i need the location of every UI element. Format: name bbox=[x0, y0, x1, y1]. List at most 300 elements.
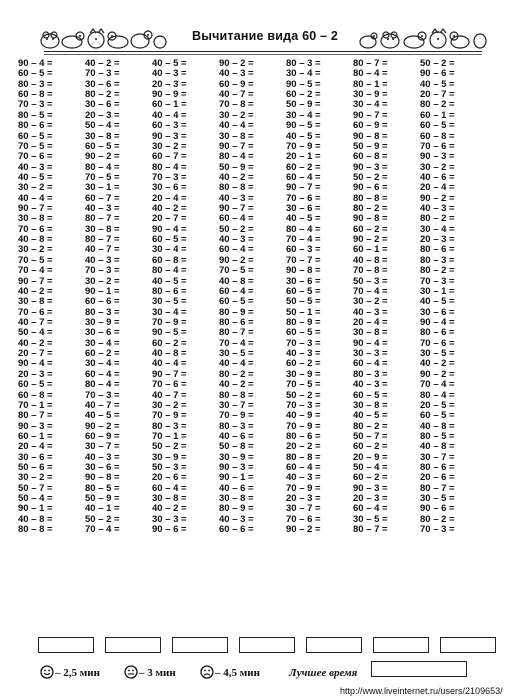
exercise-item: 60 – 8 = bbox=[152, 254, 187, 266]
exercise-item: 90 – 4 = bbox=[353, 337, 388, 349]
exercise-item: 70 – 6 = bbox=[18, 306, 53, 318]
exercise-item: 80 – 4 = bbox=[286, 223, 321, 235]
exercise-item: 70 – 6 = bbox=[18, 151, 53, 163]
exercise-item: 60 – 1 = bbox=[152, 99, 187, 111]
exercise-item: 50 – 1 = bbox=[286, 306, 321, 318]
exercise-item: 60 – 5 = bbox=[420, 410, 455, 422]
exercise-item: 30 – 6 = bbox=[85, 99, 120, 111]
exercise-item: 40 – 5 = bbox=[18, 171, 53, 183]
exercise-item: 90 – 2 = bbox=[85, 151, 120, 163]
smiling-face-icon bbox=[40, 665, 54, 679]
exercise-item: 60 – 5 = bbox=[85, 140, 120, 152]
exercise-item: 90 – 7 = bbox=[18, 275, 53, 287]
exercise-item: 30 – 2 = bbox=[18, 182, 53, 194]
animals-border-icon bbox=[38, 27, 168, 51]
exercise-item: 80 – 7 = bbox=[353, 524, 388, 536]
exercise-item: 40 – 6 = bbox=[219, 482, 254, 494]
exercise-item: 90 – 8 = bbox=[85, 472, 120, 484]
exercise-item: 80 – 7 = bbox=[85, 234, 120, 246]
exercise-item: 40 – 3 = bbox=[219, 234, 254, 246]
exercise-item: 30 – 2 = bbox=[353, 296, 388, 308]
exercise-item: 60 – 2 = bbox=[353, 472, 388, 484]
exercise-item: 80 – 7 = bbox=[353, 58, 388, 69]
exercise-item: 90 – 7 = bbox=[286, 182, 321, 194]
exercise-item: 80 – 9 = bbox=[286, 316, 321, 328]
exercise-column bbox=[219, 59, 286, 634]
exercise-item: 40 – 5 = bbox=[286, 213, 321, 225]
exercise-item: 80 – 6 = bbox=[420, 244, 455, 256]
exercise-item: 30 – 9 = bbox=[353, 89, 388, 101]
exercise-item: 40 – 1 = bbox=[85, 503, 120, 515]
exercise-item: 60 – 5 = bbox=[219, 296, 254, 308]
exercise-item: 30 – 4 = bbox=[420, 223, 455, 235]
exercise-item: 60 – 6 = bbox=[219, 524, 254, 536]
exercise-item: 80 – 1 = bbox=[353, 78, 388, 90]
exercise-item: 80 – 4 = bbox=[353, 68, 388, 80]
exercise-item: 80 – 4 = bbox=[85, 161, 120, 173]
exercise-item: 50 – 9 = bbox=[286, 99, 321, 111]
exercise-item: 80 – 6 = bbox=[152, 285, 187, 297]
exercise-item: 30 – 1 = bbox=[420, 285, 455, 297]
exercise-item: 40 – 7 = bbox=[85, 399, 120, 411]
exercise-item: 90 – 6 = bbox=[152, 524, 187, 536]
exercise-item: 30 – 9 = bbox=[286, 368, 321, 380]
animals-border-icon bbox=[358, 27, 488, 51]
exercise-item: 40 – 4 = bbox=[219, 120, 254, 132]
exercise-item: 60 – 9 = bbox=[219, 78, 254, 90]
exercise-item: 70 – 6 = bbox=[286, 192, 321, 204]
exercise-item: 20 – 9 = bbox=[353, 451, 388, 463]
exercise-item: 50 – 5 = bbox=[286, 296, 321, 308]
exercise-item: 40 – 5 = bbox=[152, 275, 187, 287]
exercise-item: 70 – 4 = bbox=[353, 285, 388, 297]
watermark-url: http://www.liveinternet.ru/users/2109653/ bbox=[340, 686, 503, 696]
exercise-item: 70 – 6 = bbox=[420, 337, 455, 349]
exercise-item: 40 – 3 = bbox=[85, 451, 120, 463]
exercise-item: 40 – 8 = bbox=[353, 254, 388, 266]
exercise-item: 30 – 5 = bbox=[219, 348, 254, 360]
exercise-item: 80 – 6 = bbox=[420, 327, 455, 339]
exercise-item: 70 – 3 = bbox=[85, 68, 120, 80]
exercise-item: 80 – 4 = bbox=[219, 151, 254, 163]
exercise-item: 30 – 4 = bbox=[286, 68, 321, 80]
exercise-item: 20 – 4 = bbox=[420, 182, 455, 194]
exercise-item: 30 – 8 = bbox=[353, 399, 388, 411]
answer-box-2[interactable] bbox=[105, 637, 161, 653]
exercise-item: 30 – 6 = bbox=[85, 327, 120, 339]
exercise-item: 80 – 8 = bbox=[353, 192, 388, 204]
exercise-item: 70 – 4 = bbox=[420, 379, 455, 391]
exercise-item: 70 – 4 = bbox=[85, 524, 120, 536]
exercise-item: 90 – 6 = bbox=[353, 182, 388, 194]
exercise-item: 70 – 3 = bbox=[286, 399, 321, 411]
exercise-item: 60 – 8 = bbox=[353, 151, 388, 163]
exercise-item: 70 – 4 = bbox=[18, 265, 53, 277]
exercise-item: 20 – 7 = bbox=[18, 348, 53, 360]
exercise-column bbox=[353, 59, 420, 634]
exercise-item: 50 – 2 = bbox=[219, 223, 254, 235]
exercise-item: 60 – 8 = bbox=[420, 130, 455, 142]
exercise-item: 20 – 3 = bbox=[85, 109, 120, 121]
exercise-item: 70 – 9 = bbox=[152, 410, 187, 422]
exercise-item: 90 – 3 = bbox=[219, 462, 254, 474]
exercise-item: 70 – 5 = bbox=[18, 254, 53, 266]
exercise-item: 20 – 2 = bbox=[286, 441, 321, 453]
exercise-item: 30 – 7 = bbox=[219, 399, 254, 411]
exercise-item: 40 – 4 = bbox=[219, 358, 254, 370]
exercise-item: 80 – 2 = bbox=[219, 368, 254, 380]
exercise-item: 40 – 4 = bbox=[152, 109, 187, 121]
exercise-item: 40 – 4 = bbox=[18, 192, 53, 204]
exercise-item: 70 – 5 = bbox=[219, 265, 254, 277]
exercise-item: 30 – 1 = bbox=[85, 182, 120, 194]
exercise-item: 50 – 8 = bbox=[219, 441, 254, 453]
exercise-item: 40 – 6 = bbox=[420, 171, 455, 183]
exercise-item: 40 – 8 = bbox=[18, 513, 53, 525]
exercise-item: 60 – 7 = bbox=[152, 151, 187, 163]
exercise-item: 50 – 3 = bbox=[152, 462, 187, 474]
exercise-item: 70 – 6 = bbox=[18, 223, 53, 235]
exercise-item: 30 – 8 = bbox=[353, 327, 388, 339]
exercise-item: 80 – 3 = bbox=[353, 368, 388, 380]
exercise-item: 30 – 6 = bbox=[286, 275, 321, 287]
best-time-label: Лучшее время bbox=[289, 667, 358, 679]
exercise-item: 30 – 6 = bbox=[152, 182, 187, 194]
exercise-item: 90 – 1 = bbox=[85, 285, 120, 297]
exercise-item: 30 – 6 = bbox=[85, 462, 120, 474]
exercise-item: 40 – 8 = bbox=[420, 441, 455, 453]
exercise-item: 40 – 2 = bbox=[420, 358, 455, 370]
exercise-item: 20 – 3 = bbox=[286, 493, 321, 505]
exercise-item: 80 – 4 = bbox=[85, 379, 120, 391]
answer-box-6[interactable] bbox=[373, 637, 429, 653]
exercise-item: 80 – 2 = bbox=[85, 89, 120, 101]
exercise-item: 80 – 3 = bbox=[420, 254, 455, 266]
exercise-item: 50 – 2 = bbox=[286, 389, 321, 401]
exercise-item: 30 – 8 = bbox=[85, 130, 120, 142]
exercise-item: 50 – 2 = bbox=[152, 441, 187, 453]
exercise-item: 60 – 5 = bbox=[18, 379, 53, 391]
exercise-item: 40 – 3 = bbox=[85, 203, 120, 215]
exercise-item: 90 – 2 = bbox=[219, 58, 254, 69]
exercise-item: 60 – 4 = bbox=[353, 358, 388, 370]
exercise-item: 90 – 2 = bbox=[219, 254, 254, 266]
exercise-item: 40 – 2 = bbox=[219, 171, 254, 183]
exercise-item: 90 – 1 = bbox=[18, 503, 53, 515]
exercise-item: 30 – 4 = bbox=[286, 109, 321, 121]
exercise-item: 50 – 3 = bbox=[353, 275, 388, 287]
exercise-item: 50 – 9 = bbox=[353, 140, 388, 152]
exercise-item: 60 – 5 = bbox=[353, 389, 388, 401]
exercise-item: 80 – 5 = bbox=[18, 109, 53, 121]
exercise-item: 60 – 5 = bbox=[18, 130, 53, 142]
exercise-item: 30 – 4 = bbox=[152, 306, 187, 318]
exercise-item: 30 – 8 = bbox=[85, 223, 120, 235]
exercise-item: 90 – 8 = bbox=[353, 213, 388, 225]
exercise-item: 50 – 7 = bbox=[18, 482, 53, 494]
exercise-item: 30 – 7 = bbox=[286, 503, 321, 515]
exercise-item: 20 – 3 = bbox=[420, 234, 455, 246]
exercise-item: 60 – 2 = bbox=[85, 348, 120, 360]
exercise-item: 30 – 6 = bbox=[18, 451, 53, 463]
exercise-item: 40 – 2 = bbox=[18, 337, 53, 349]
exercise-item: 60 – 4 = bbox=[353, 503, 388, 515]
exercise-item: 50 – 4 = bbox=[18, 493, 53, 505]
answer-boxes bbox=[38, 637, 478, 653]
exercise-item: 80 – 5 = bbox=[85, 482, 120, 494]
exercise-item: 30 – 6 = bbox=[286, 203, 321, 215]
neutral-face-icon bbox=[124, 665, 138, 679]
exercise-item: 60 – 8 = bbox=[18, 389, 53, 401]
exercise-item: 60 – 3 = bbox=[152, 120, 187, 132]
exercise-item: 40 – 7 = bbox=[219, 89, 254, 101]
exercise-item: 40 – 5 = bbox=[286, 130, 321, 142]
exercise-item: 60 – 7 = bbox=[85, 192, 120, 204]
exercise-item: 80 – 7 = bbox=[420, 482, 455, 494]
exercise-item: 80 – 4 = bbox=[420, 389, 455, 401]
exercise-item: 40 – 3 = bbox=[219, 513, 254, 525]
exercise-item: 30 – 8 = bbox=[152, 493, 187, 505]
exercise-item: 60 – 1 = bbox=[420, 109, 455, 121]
exercise-item: 40 – 3 = bbox=[85, 254, 120, 266]
exercise-item: 90 – 6 = bbox=[420, 503, 455, 515]
answer-box-7[interactable] bbox=[440, 637, 496, 653]
exercise-item: 40 – 8 = bbox=[420, 420, 455, 432]
exercise-item: 80 – 2 = bbox=[420, 99, 455, 111]
exercise-item: 20 – 5 = bbox=[420, 399, 455, 411]
exercise-item: 90 – 7 = bbox=[219, 140, 254, 152]
exercise-item: 80 – 4 = bbox=[152, 265, 187, 277]
exercise-item: 70 – 3 = bbox=[18, 99, 53, 111]
exercise-item: 50 – 6 = bbox=[18, 462, 53, 474]
exercise-item: 60 – 5 = bbox=[420, 120, 455, 132]
exercise-item: 60 – 5 = bbox=[286, 327, 321, 339]
exercise-item: 60 – 5 = bbox=[152, 234, 187, 246]
exercise-item: 60 – 4 = bbox=[219, 285, 254, 297]
exercise-item: 80 – 6 = bbox=[286, 430, 321, 442]
exercise-item: 90 – 2 = bbox=[85, 420, 120, 432]
header-rule bbox=[44, 51, 482, 52]
exercise-item: 70 – 8 = bbox=[353, 265, 388, 277]
exercise-item: 80 – 3 = bbox=[18, 78, 53, 90]
exercise-item: 40 – 6 = bbox=[219, 430, 254, 442]
exercise-item: 40 – 9 = bbox=[286, 410, 321, 422]
exercise-item: 30 – 4 = bbox=[152, 244, 187, 256]
exercise-item: 30 – 4 = bbox=[353, 99, 388, 111]
exercise-item: 40 – 3 = bbox=[286, 472, 321, 484]
exercise-item: 40 – 3 = bbox=[152, 68, 187, 80]
exercise-item: 40 – 3 = bbox=[219, 68, 254, 80]
exercise-item: 70 – 9 = bbox=[286, 482, 321, 494]
exercise-item: 90 – 3 = bbox=[152, 130, 187, 142]
exercise-item: 70 – 5 = bbox=[85, 171, 120, 183]
exercise-item: 90 – 7 = bbox=[18, 203, 53, 215]
exercise-item: 70 – 9 = bbox=[152, 316, 187, 328]
exercise-item: 30 – 7 = bbox=[420, 451, 455, 463]
exercise-item: 50 – 9 = bbox=[219, 161, 254, 173]
exercise-item: 90 – 7 = bbox=[353, 109, 388, 121]
exercise-item: 90 – 5 = bbox=[286, 120, 321, 132]
exercise-item: 40 – 2 = bbox=[152, 203, 187, 215]
exercise-item: 70 – 5 = bbox=[18, 140, 53, 152]
exercise-item: 60 – 3 = bbox=[286, 244, 321, 256]
exercise-column bbox=[152, 59, 219, 634]
exercise-item: 60 – 5 = bbox=[286, 285, 321, 297]
exercise-item: 90 – 5 = bbox=[152, 327, 187, 339]
exercise-item: 40 – 8 = bbox=[152, 348, 187, 360]
exercise-item: 70 – 7 = bbox=[286, 254, 321, 266]
exercise-item: 60 – 2 = bbox=[353, 441, 388, 453]
exercise-item: 40 – 5 = bbox=[420, 296, 455, 308]
exercise-item: 90 – 5 = bbox=[286, 78, 321, 90]
exercise-item: 60 – 4 = bbox=[286, 171, 321, 183]
exercise-item: 20 – 4 = bbox=[18, 441, 53, 453]
exercise-item: 80 – 3 = bbox=[152, 420, 187, 432]
exercise-item: 30 – 5 = bbox=[353, 513, 388, 525]
answer-box-4[interactable] bbox=[239, 637, 295, 653]
exercise-item: 40 – 5 = bbox=[353, 410, 388, 422]
exercise-item: 50 – 2 = bbox=[353, 171, 388, 183]
exercise-item: 80 – 7 = bbox=[85, 213, 120, 225]
exercise-item: 30 – 7 = bbox=[85, 441, 120, 453]
exercise-grid bbox=[18, 59, 488, 634]
exercise-item: 20 – 1 = bbox=[286, 151, 321, 163]
exercise-item: 40 – 3 = bbox=[18, 161, 53, 173]
best-time-box[interactable] bbox=[371, 661, 467, 677]
exercise-item: 80 – 3 = bbox=[219, 420, 254, 432]
exercise-item: 30 – 3 = bbox=[152, 513, 187, 525]
exercise-item: 90 – 8 = bbox=[286, 265, 321, 277]
exercise-item: 60 – 4 = bbox=[152, 482, 187, 494]
exercise-item: 20 – 4 = bbox=[152, 192, 187, 204]
exercise-item: 30 – 8 = bbox=[219, 493, 254, 505]
exercise-item: 30 – 3 = bbox=[353, 348, 388, 360]
exercise-item: 80 – 9 = bbox=[219, 503, 254, 515]
exercise-item: 30 – 8 = bbox=[18, 296, 53, 308]
exercise-item: 50 – 4 = bbox=[85, 120, 120, 132]
exercise-item: 20 – 6 = bbox=[152, 472, 187, 484]
exercise-item: 90 – 1 = bbox=[219, 472, 254, 484]
exercise-item: 80 – 2 = bbox=[420, 213, 455, 225]
exercise-item: 70 – 3 = bbox=[286, 337, 321, 349]
answer-box-3[interactable] bbox=[172, 637, 228, 653]
exercise-item: 60 – 4 = bbox=[85, 368, 120, 380]
exercise-item: 90 – 2 = bbox=[286, 524, 321, 536]
exercise-item: 30 – 9 = bbox=[219, 451, 254, 463]
exercise-column bbox=[420, 59, 487, 634]
exercise-item: 90 – 2 = bbox=[420, 368, 455, 380]
exercise-item: 80 – 2 = bbox=[353, 203, 388, 215]
exercise-item: 70 – 1 = bbox=[18, 399, 53, 411]
exercise-item: 70 – 5 = bbox=[286, 379, 321, 391]
exercise-item: 90 – 2 = bbox=[353, 234, 388, 246]
exercise-item: 70 – 6 = bbox=[420, 140, 455, 152]
exercise-item: 50 – 4 = bbox=[353, 462, 388, 474]
exercise-column bbox=[18, 59, 85, 634]
exercise-item: 60 – 2 = bbox=[286, 358, 321, 370]
exercise-item: 40 – 2 = bbox=[18, 285, 53, 297]
exercise-item: 80 – 3 = bbox=[85, 306, 120, 318]
exercise-item: 60 – 2 = bbox=[286, 161, 321, 173]
exercise-item: 80 – 7 = bbox=[18, 410, 53, 422]
exercise-item: 90 – 9 = bbox=[152, 89, 187, 101]
exercise-item: 20 – 3 = bbox=[353, 493, 388, 505]
exercise-item: 80 – 4 = bbox=[152, 161, 187, 173]
exercise-item: 40 – 3 = bbox=[286, 348, 321, 360]
exercise-item: 90 – 2 = bbox=[420, 192, 455, 204]
exercise-item: 20 – 7 = bbox=[152, 213, 187, 225]
exercise-item: 20 – 3 = bbox=[18, 368, 53, 380]
exercise-item: 80 – 8 = bbox=[219, 389, 254, 401]
exercise-item: 70 – 3 = bbox=[420, 524, 455, 536]
exercise-item: 60 – 4 = bbox=[286, 462, 321, 474]
exercise-item: 90 – 7 = bbox=[152, 368, 187, 380]
exercise-item: 30 – 2 = bbox=[18, 244, 53, 256]
exercise-item: 70 – 3 = bbox=[85, 265, 120, 277]
exercise-item: 30 – 6 = bbox=[420, 306, 455, 318]
exercise-item: 60 – 4 = bbox=[219, 244, 254, 256]
exercise-item: 70 – 1 = bbox=[152, 430, 187, 442]
exercise-item: 80 – 8 = bbox=[286, 451, 321, 463]
exercise-item: 40 – 2 = bbox=[152, 503, 187, 515]
exercise-item: 90 – 7 = bbox=[219, 203, 254, 215]
exercise-item: 40 – 3 = bbox=[353, 306, 388, 318]
exercise-item: 80 – 2 = bbox=[420, 513, 455, 525]
exercise-item: 40 – 8 = bbox=[219, 275, 254, 287]
exercise-item: 50 – 2 = bbox=[85, 513, 120, 525]
exercise-item: 70 – 3 = bbox=[85, 389, 120, 401]
exercise-item: 30 – 2 = bbox=[152, 399, 187, 411]
exercise-item: 40 – 4 = bbox=[152, 358, 187, 370]
exercise-item: 70 – 6 = bbox=[286, 513, 321, 525]
exercise-item: 70 – 6 = bbox=[152, 379, 187, 391]
score-fast-label: – 2,5 мин bbox=[55, 667, 100, 679]
exercise-item: 70 – 8 = bbox=[219, 99, 254, 111]
exercise-item: 30 – 8 = bbox=[18, 213, 53, 225]
exercise-item: 40 – 7 = bbox=[18, 316, 53, 328]
exercise-item: 80 – 6 = bbox=[18, 120, 53, 132]
exercise-item: 90 – 8 = bbox=[353, 130, 388, 142]
exercise-item: 30 – 9 = bbox=[152, 451, 187, 463]
exercise-item: 70 – 9 = bbox=[286, 420, 321, 432]
exercise-item: 50 – 2 = bbox=[420, 58, 455, 69]
exercise-item: 70 – 4 = bbox=[286, 234, 321, 246]
exercise-item: 60 – 9 = bbox=[353, 120, 388, 132]
exercise-item: 20 – 4 = bbox=[353, 316, 388, 328]
exercise-item: 80 – 2 = bbox=[420, 265, 455, 277]
exercise-item: 40 – 3 = bbox=[353, 379, 388, 391]
exercise-item: 70 – 3 = bbox=[420, 275, 455, 287]
exercise-item: 60 – 8 = bbox=[18, 89, 53, 101]
answer-box-1[interactable] bbox=[38, 637, 94, 653]
exercise-item: 80 – 2 = bbox=[353, 420, 388, 432]
answer-box-5[interactable] bbox=[306, 637, 362, 653]
header-rule-thin bbox=[44, 54, 482, 55]
exercise-item: 90 – 3 = bbox=[353, 161, 388, 173]
exercise-item: 90 – 3 = bbox=[420, 151, 455, 163]
exercise-item: 60 – 4 = bbox=[219, 213, 254, 225]
score-medium-label: – 3 мин bbox=[139, 667, 176, 679]
exercise-item: 20 – 6 = bbox=[420, 472, 455, 484]
exercise-item: 60 – 5 = bbox=[18, 68, 53, 80]
exercise-item: 80 – 9 = bbox=[219, 306, 254, 318]
exercise-item: 70 – 9 = bbox=[286, 140, 321, 152]
exercise-item: 90 – 3 = bbox=[18, 420, 53, 432]
exercise-item: 40 – 2 = bbox=[85, 58, 120, 69]
exercise-item: 40 – 5 = bbox=[85, 410, 120, 422]
exercise-item: 60 – 1 = bbox=[18, 430, 53, 442]
exercise-item: 30 – 6 = bbox=[85, 78, 120, 90]
